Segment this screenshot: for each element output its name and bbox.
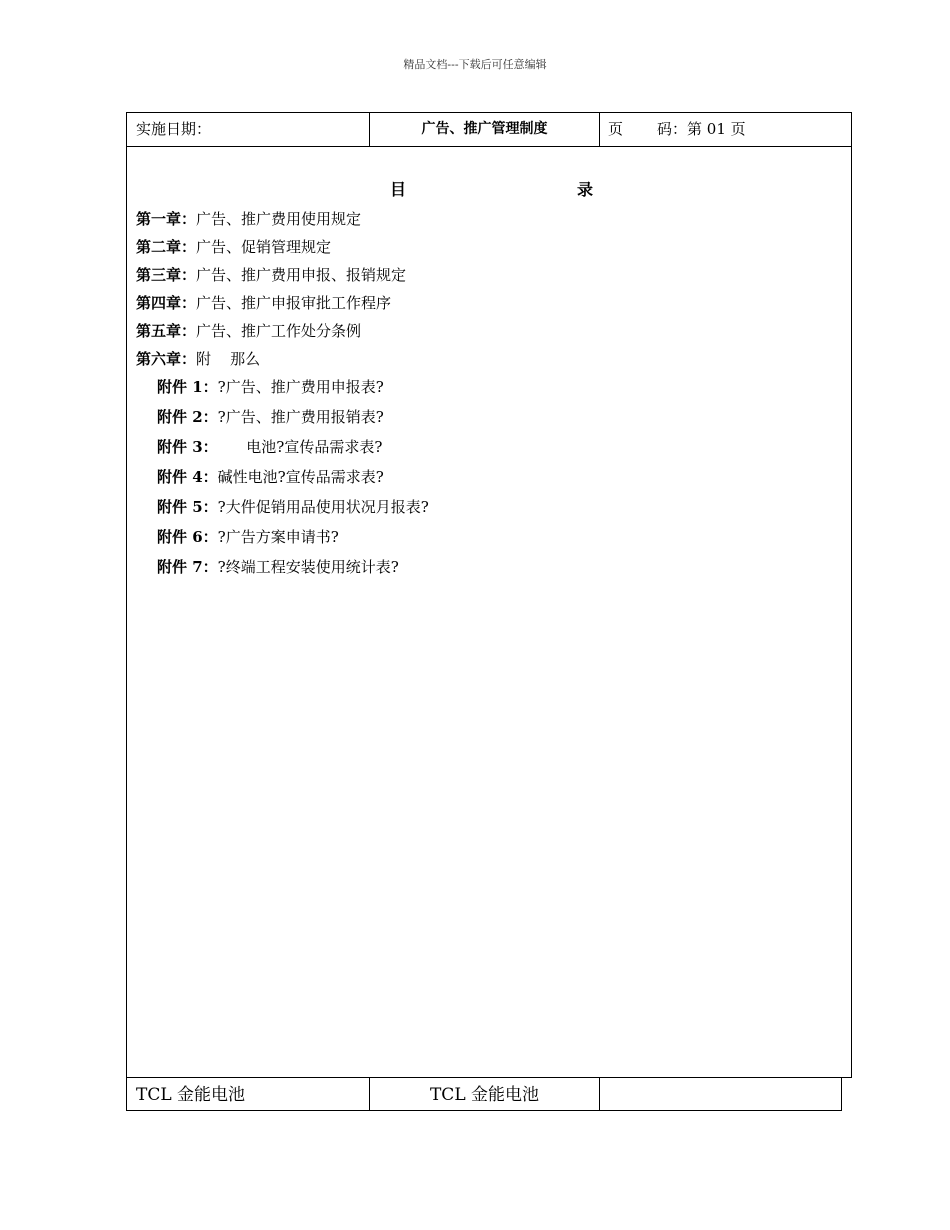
implementation-date-label: 实施日期： [127, 113, 370, 146]
toc-heading-left: 目 [390, 180, 407, 199]
attachment-number: 附件 2： [157, 408, 218, 426]
attachment-number: 附件 1： [157, 378, 218, 396]
toc-heading-right: 录 [577, 180, 594, 199]
chapter-text: 广告、推广申报审批工作程序 [196, 294, 392, 312]
chapter-number: 第五章： [136, 322, 197, 340]
chapter-text: 广告、推广费用申报、报销规定 [196, 266, 407, 284]
attachment-number: 附件 4： [157, 468, 218, 486]
toc-attachment-5 [157, 496, 429, 517]
chapter-text: 广告、推广费用使用规定 [196, 210, 362, 228]
attachment-text: 碱性电池?宣传品需求表? [217, 468, 384, 486]
attachment-text: ?广告方案申请书? [217, 528, 339, 546]
footer-row [126, 1078, 842, 1111]
attachment-text: 电池?宣传品需求表? [217, 438, 383, 456]
footer-company-middle: TCL 金能电池 [370, 1078, 600, 1110]
attachment-text: ?广告、推广费用报销表? [217, 408, 384, 426]
chapter-number: 第六章： [136, 350, 197, 368]
attachment-number: 附件 3： [157, 438, 218, 456]
attachment-number: 附件 6： [157, 528, 218, 546]
attachment-text: ?广告、推广费用申报表? [217, 378, 384, 396]
toc-attachment-6 [157, 526, 339, 547]
watermark-text: 精品文档---下载后可任意编辑 [403, 58, 547, 71]
toc-chapter-1 [136, 208, 361, 229]
chapter-text: 广告、促销管理规定 [196, 238, 332, 256]
header-row [127, 113, 851, 147]
footer-empty-cell [599, 1078, 841, 1110]
attachment-number: 附件 7： [157, 558, 218, 576]
chapter-number: 第一章： [136, 210, 197, 228]
attachment-text: ?大件促销用品使用状况月报表? [217, 498, 429, 516]
page-label-b: 码：第 01 页 [657, 120, 746, 138]
toc-attachment-2 [157, 406, 384, 427]
toc-attachment-4 [157, 466, 384, 487]
chapter-number: 第二章： [136, 238, 197, 256]
chapter-text: 附 那么 [196, 350, 261, 368]
footer-company-left: TCL 金能电池 [127, 1078, 370, 1110]
chapter-text: 广告、推广工作处分条例 [196, 322, 362, 340]
toc-chapter-2 [136, 236, 331, 257]
page-number-cell [599, 113, 851, 146]
toc-attachment-3 [157, 436, 382, 457]
toc-attachment-1 [157, 376, 384, 397]
chapter-number: 第三章： [136, 266, 197, 284]
toc-chapter-4 [136, 292, 391, 313]
attachment-number: 附件 5： [157, 498, 218, 516]
chapter-number: 第四章： [136, 294, 197, 312]
page-label-a: 页 [608, 120, 624, 138]
toc-chapter-5 [136, 320, 361, 341]
document-frame [126, 112, 852, 1078]
toc-chapter-6 [136, 348, 260, 369]
document-title: 广告、推广管理制度 [370, 113, 600, 146]
toc-chapter-3 [136, 264, 406, 285]
toc-attachment-7 [157, 556, 399, 577]
attachment-text: ?终端工程安装使用统计表? [217, 558, 399, 576]
